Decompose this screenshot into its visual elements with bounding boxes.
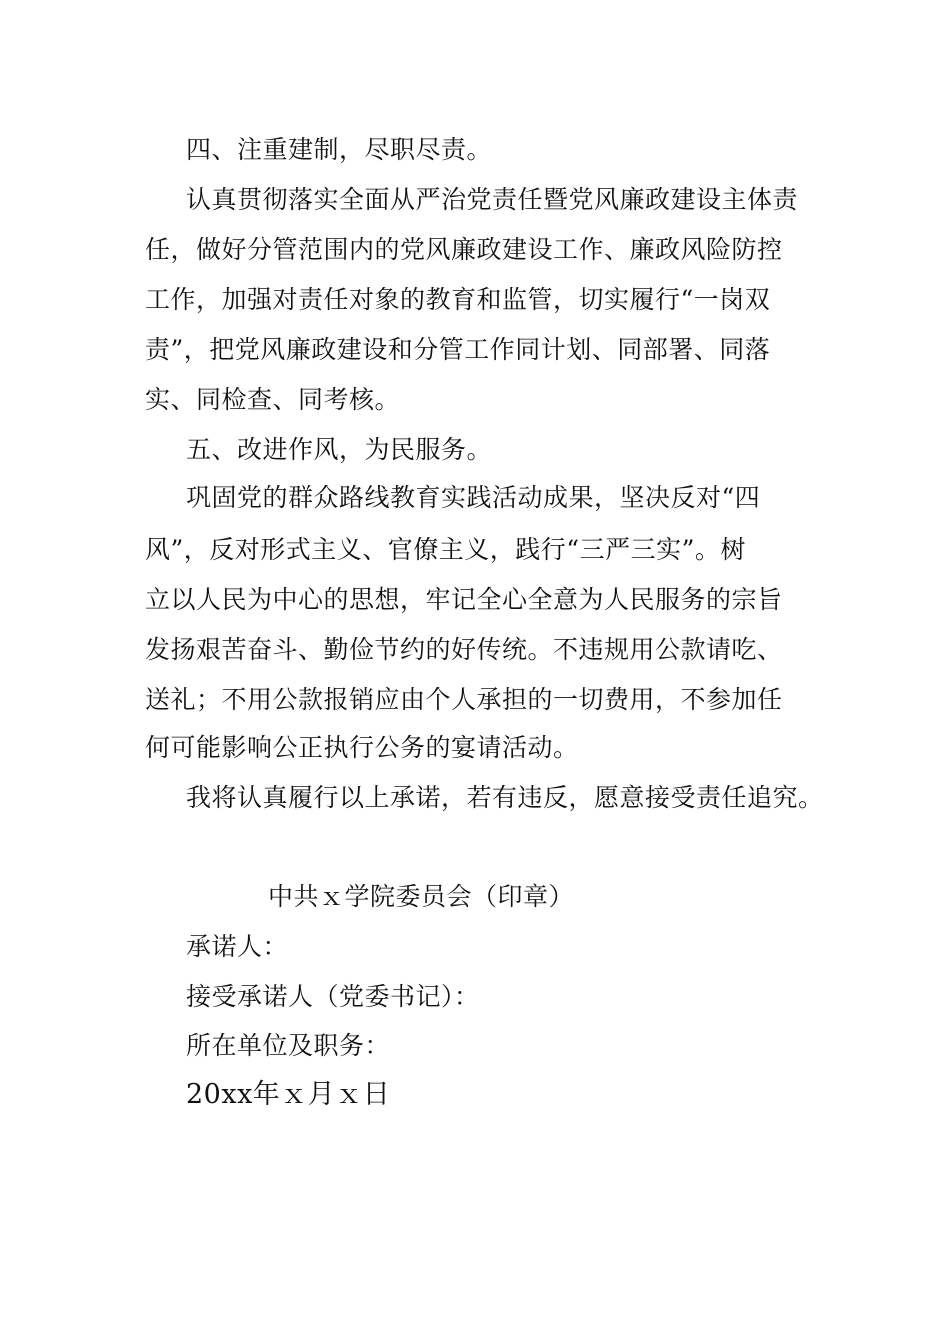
section-5-line-1: 巩固党的群众路线教育实践活动成果，坚决反对“四 [186,483,761,512]
signature-receiver: 接受承诺人（党委书记）： [186,982,480,1011]
section-5-heading: 五、改进作风，为民服务。 [186,435,493,464]
section-5-line-2: 风”，反对形式主义、官僚主义，践行“三严三实”。树 [145,535,746,564]
section-5-line-3: 立以人民为中心的思想，牢记全心全意为人民服务的宗旨 [145,585,783,614]
section-4-heading: 四、注重建制，尽职尽责。 [186,135,493,164]
closing-statement: 我将认真履行以上承诺，若有违反，愿意接受责任追究。 [186,783,824,812]
signature-org: 中共ｘ学院委员会（印章） [268,882,575,911]
section-4-line-1: 认真贯彻落实全面从严治党责任暨党风廉政建设主体责 [186,185,799,214]
signature-unit: 所在单位及职务： [186,1031,391,1060]
section-4-line-3: 工作，加强对责任对象的教育和监管，切实履行“一岗双 [145,285,771,314]
section-5-line-4: 发扬艰苦奋斗、勤俭节约的好传统。不违规用公款请吃、 [145,635,783,664]
section-4-line-5: 实、同检查、同考核。 [145,385,401,414]
signature-date: 20xx年ｘ月ｘ日 [186,1079,391,1110]
section-4-line-4: 责”，把党风廉政建设和分管工作同计划、同部署、同落 [145,335,771,364]
section-5-line-6: 何可能影响公正执行公务的宴请活动。 [145,733,579,762]
section-5-line-5: 送礼；不用公款报销应由个人承担的一切费用，不参加任 [145,685,783,714]
section-4-line-2: 任，做好分管范围内的党风廉政建设工作、廉政风险防控 [145,235,783,264]
signature-promiser: 承诺人： [186,932,289,961]
